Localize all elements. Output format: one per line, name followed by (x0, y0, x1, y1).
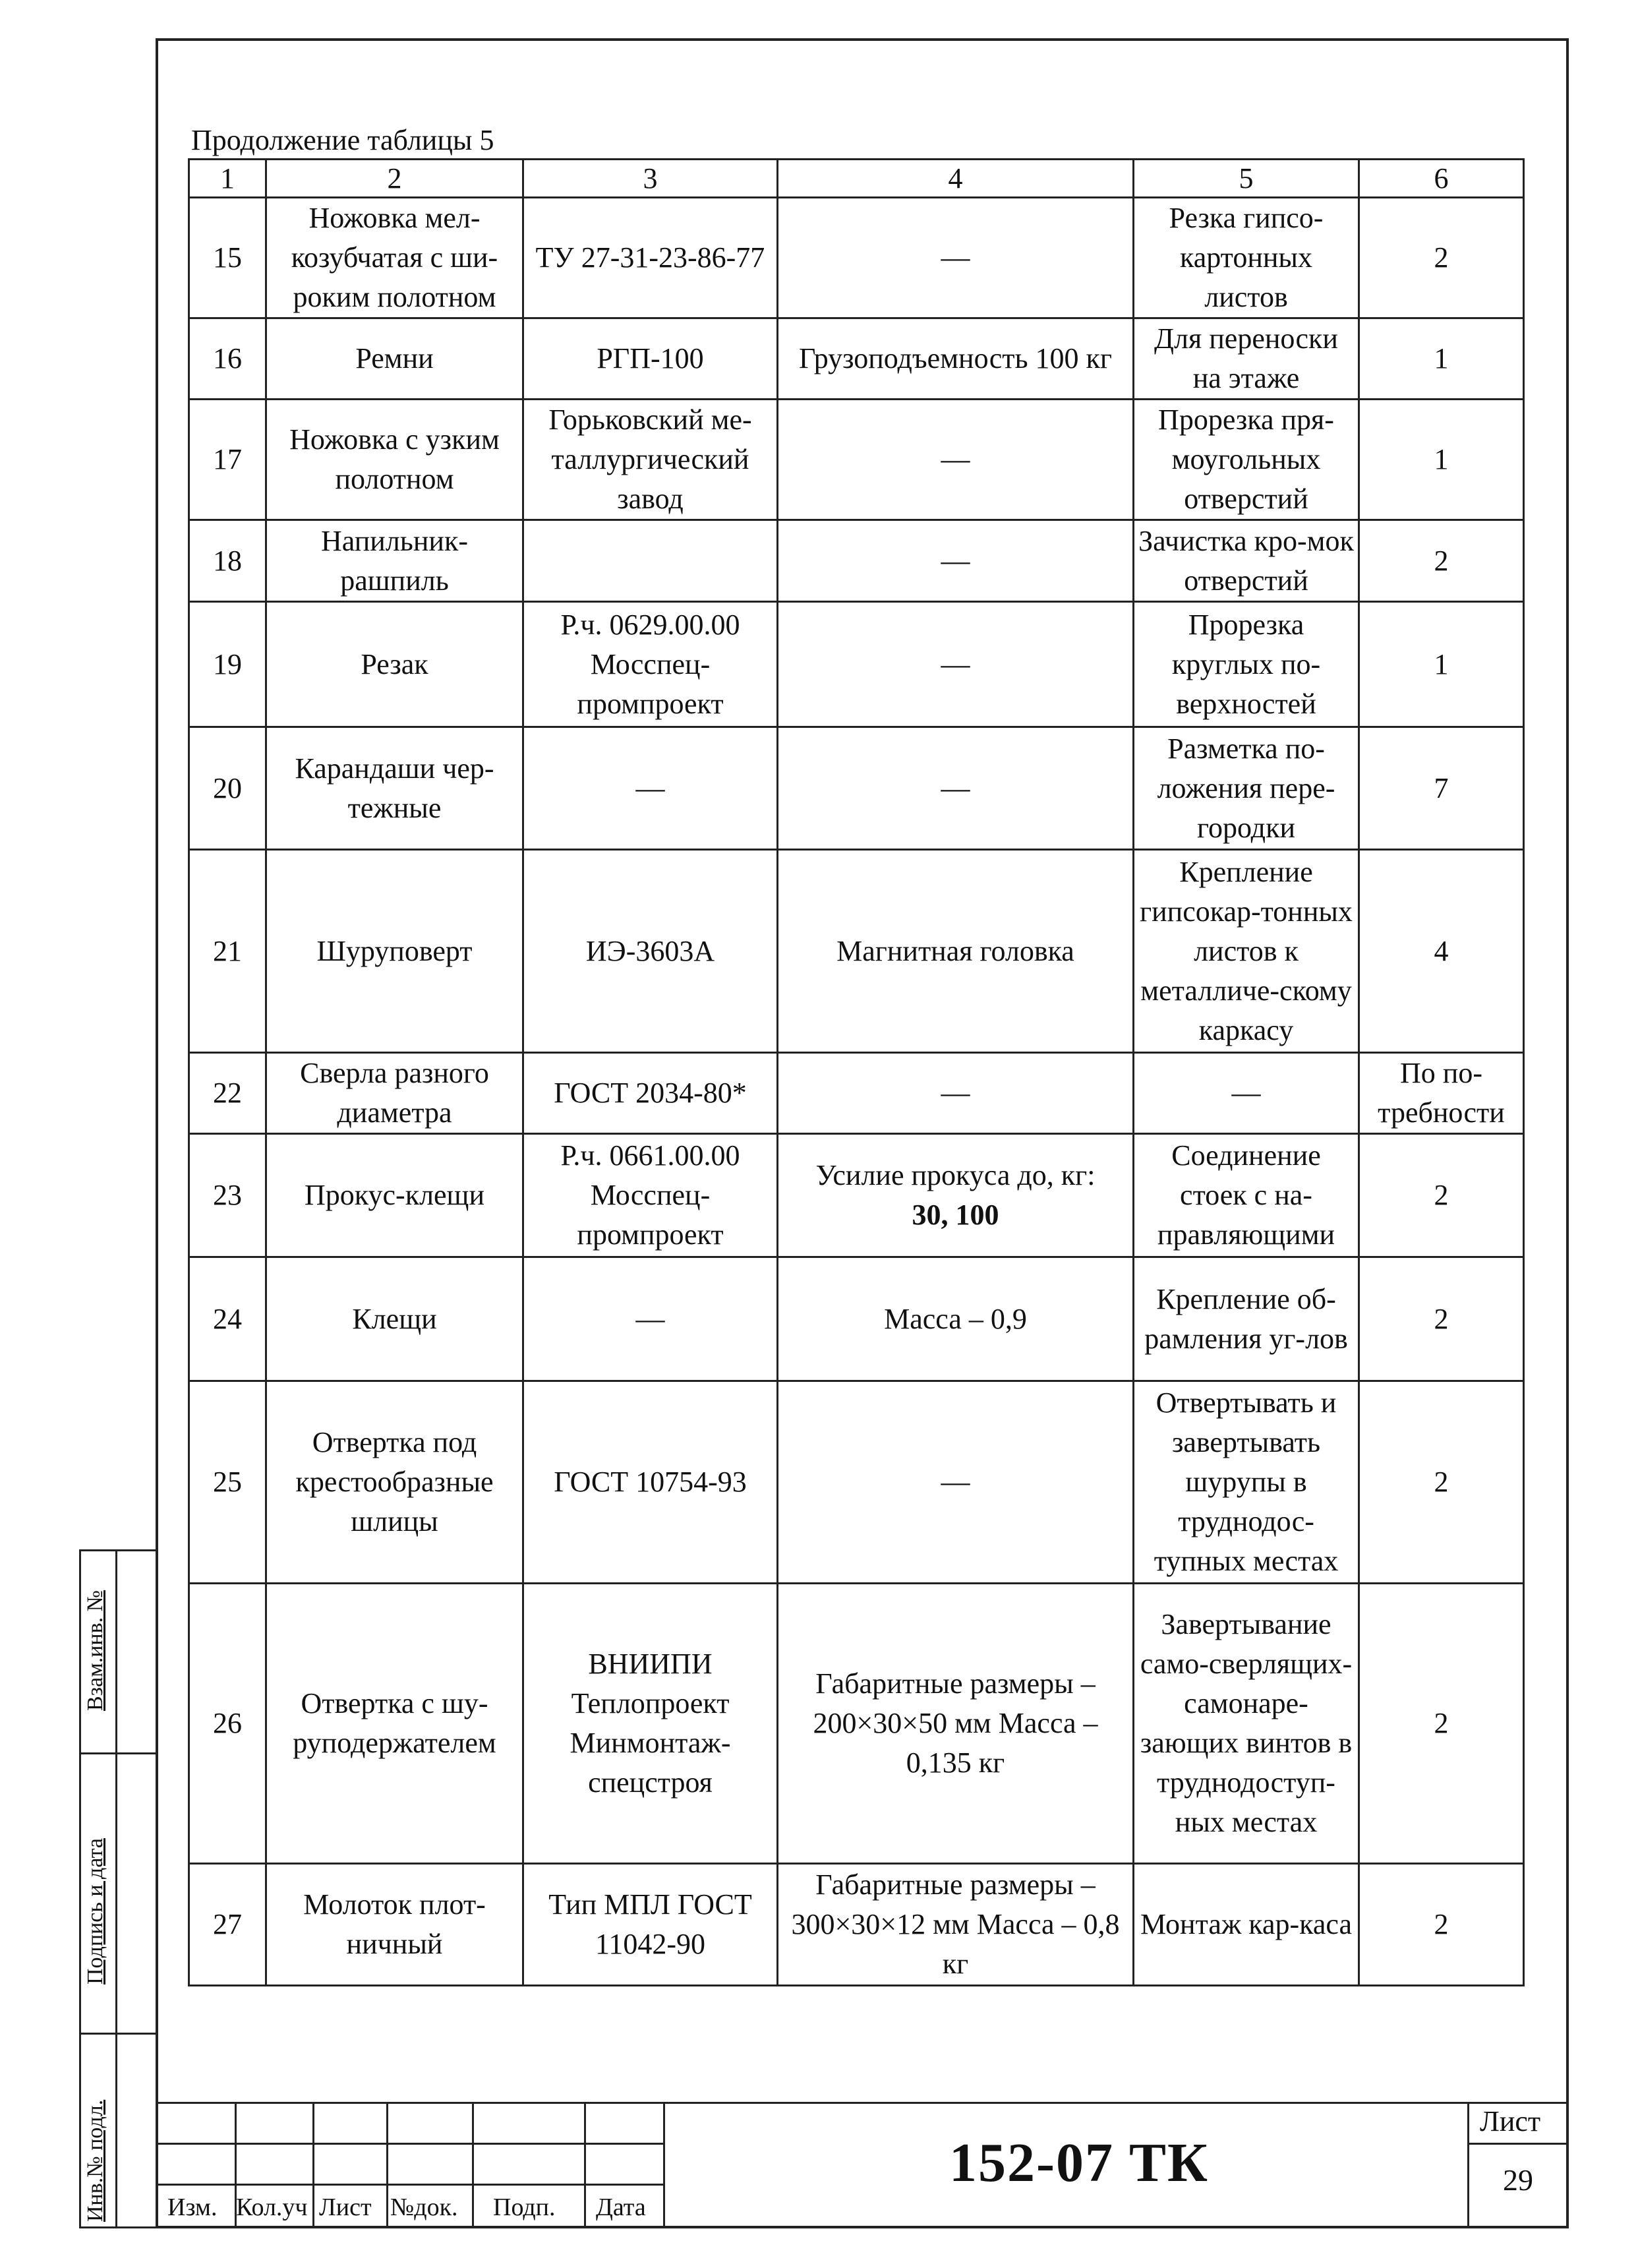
tool-purpose: Отвертывать и завертывать шурупы в труднодос-тупных местах (1134, 1381, 1359, 1584)
row-number: 22 (189, 1053, 266, 1134)
row-number: 19 (189, 602, 266, 727)
tool-spec: — (778, 727, 1134, 850)
table-row (189, 602, 1524, 727)
row-number: 18 (189, 520, 266, 602)
tb-podp: Подп. (493, 2193, 556, 2221)
tool-document: ГОСТ 2034-80* (523, 1053, 778, 1134)
table-row (189, 1053, 1524, 1134)
tb-list: Лист (319, 2193, 372, 2221)
tool-document: РГП-100 (523, 318, 778, 400)
tool-spec: — (778, 602, 1134, 727)
tool-spec: Габаритные размеры – 200×30×50 мм Масса – 0,135 кг (778, 1584, 1134, 1864)
tool-name: Молоток плот-ничный (266, 1864, 523, 1986)
tool-purpose: Крепление гипсокар-тонных листов к металличе-скому каркасу (1134, 850, 1359, 1053)
tool-document: ИЭ-3603А (523, 850, 778, 1053)
table-row (189, 1864, 1524, 1986)
tool-spec: Габаритные размеры – 300×30×12 мм Масса – 0,8 кг (778, 1864, 1134, 1986)
tool-spec: Грузоподъемность 100 кг (778, 318, 1134, 400)
tool-purpose: — (1134, 1053, 1359, 1134)
tools-table (188, 158, 1525, 1986)
tool-spec (778, 1134, 1134, 1257)
tool-spec: — (778, 400, 1134, 520)
tool-spec: Масса – 0,9 (778, 1257, 1134, 1381)
tool-spec: — (778, 1381, 1134, 1584)
side-label-inv-podl: Инв.№ подл. (83, 2099, 107, 2222)
sheet-number: 29 (1503, 2163, 1533, 2197)
tool-document: ТУ 27-31-23-86-77 (523, 198, 778, 318)
tool-quantity: 2 (1359, 1381, 1524, 1584)
document-code: 152-07 ТК (949, 2132, 1209, 2193)
tool-name: Отвертка под крестообразные шлицы (266, 1381, 523, 1584)
tool-quantity: 2 (1359, 198, 1524, 318)
table-row (189, 400, 1524, 520)
tool-quantity: 1 (1359, 318, 1524, 400)
tool-purpose: Соединение стоек с на-правляющими (1134, 1134, 1359, 1257)
col-header: 1 (189, 160, 266, 198)
tool-quantity: По по-требности (1359, 1053, 1524, 1134)
row-number: 21 (189, 850, 266, 1053)
tool-document: Р.ч. 0629.00.00 Мосспец-промпроект (523, 602, 778, 727)
side-label-vzam: Взам.инв. № (83, 1590, 107, 1711)
row-number: 24 (189, 1257, 266, 1381)
tool-spec: — (778, 520, 1134, 602)
tool-document (523, 520, 778, 602)
tool-quantity: 4 (1359, 850, 1524, 1053)
row-number: 23 (189, 1134, 266, 1257)
table-row (189, 1381, 1524, 1584)
tool-document: Р.ч. 0661.00.00 Мосспец-промпроект (523, 1134, 778, 1257)
table-row (189, 850, 1524, 1053)
tool-name: Карандаши чер-тежные (266, 727, 523, 850)
tool-document: ГОСТ 10754-93 (523, 1381, 778, 1584)
tb-izm: Изм. (167, 2193, 218, 2221)
tool-purpose: Завертывание само-сверлящих-самонаре-зающих винтов в труднодоступ-ных местах (1134, 1584, 1359, 1864)
tool-name: Прокус-клещи (266, 1134, 523, 1257)
table-row (189, 1584, 1524, 1864)
tool-document: Тип МПЛ ГОСТ 11042-90 (523, 1864, 778, 1986)
tool-document: Горьковский ме-таллургический завод (523, 400, 778, 520)
tool-document: ВНИИПИ Теплопроект Минмонтаж-спецстроя (523, 1584, 778, 1864)
tool-purpose: Прорезка круглых по-верхностей (1134, 602, 1359, 727)
tool-name: Напильник-рашпиль (266, 520, 523, 602)
tb-data: Дата (596, 2193, 646, 2221)
tool-quantity: 7 (1359, 727, 1524, 850)
side-label-podpis: Подпись и дата (83, 1838, 107, 1984)
spec-values: 30, 100 (912, 1199, 999, 1231)
sheet-label: Лист (1480, 2105, 1541, 2137)
spec-text: Усилие прокуса до, кг: (815, 1159, 1096, 1191)
row-number: 17 (189, 400, 266, 520)
table-row (189, 1257, 1524, 1381)
col-header: 5 (1134, 160, 1359, 198)
tool-quantity: 1 (1359, 400, 1524, 520)
table-row (189, 727, 1524, 850)
row-number: 20 (189, 727, 266, 850)
tool-name: Клещи (266, 1257, 523, 1381)
tb-ndok: №док. (390, 2193, 458, 2221)
tool-quantity: 2 (1359, 1257, 1524, 1381)
tool-purpose: Зачистка кро-мок отверстий (1134, 520, 1359, 602)
row-number: 26 (189, 1584, 266, 1864)
col-header: 6 (1359, 160, 1524, 198)
tool-name: Шуруповерт (266, 850, 523, 1053)
col-header: 4 (778, 160, 1134, 198)
title-block (156, 2102, 1569, 2228)
col-header: 2 (266, 160, 523, 198)
tool-purpose: Для переноски на этаже (1134, 318, 1359, 400)
table-row (189, 318, 1524, 400)
tool-purpose: Разметка по-ложения пере-городки (1134, 727, 1359, 850)
tool-spec: — (778, 1053, 1134, 1134)
tool-purpose: Прорезка пря-моугольных отверстий (1134, 400, 1359, 520)
tool-spec: — (778, 198, 1134, 318)
table-header-row (189, 160, 1524, 198)
tool-quantity: 2 (1359, 1864, 1524, 1986)
tool-name: Ножовка с узким полотном (266, 400, 523, 520)
tool-purpose: Монтаж кар-каса (1134, 1864, 1359, 1986)
tb-kol: Кол.уч (236, 2193, 308, 2221)
tool-quantity: 2 (1359, 1134, 1524, 1257)
tool-purpose: Резка гипсо-картонных листов (1134, 198, 1359, 318)
table-row (189, 198, 1524, 318)
table-caption: Продолжение таблицы 5 (191, 124, 494, 156)
tool-name: Резак (266, 602, 523, 727)
row-number: 15 (189, 198, 266, 318)
col-header: 3 (523, 160, 778, 198)
tool-name: Ножовка мел-козубчатая с ши-роким полотном (266, 198, 523, 318)
tool-quantity: 2 (1359, 520, 1524, 602)
row-number: 16 (189, 318, 266, 400)
table-row (189, 520, 1524, 602)
row-number: 27 (189, 1864, 266, 1986)
tool-document: — (523, 727, 778, 850)
table-row (189, 1134, 1524, 1257)
tool-spec: Магнитная головка (778, 850, 1134, 1053)
tool-purpose: Крепление об-рамления уг-лов (1134, 1257, 1359, 1381)
tool-name: Отвертка с шу-руподержателем (266, 1584, 523, 1864)
tool-name: Ремни (266, 318, 523, 400)
tool-name: Сверла разного диаметра (266, 1053, 523, 1134)
tool-document: — (523, 1257, 778, 1381)
tool-quantity: 1 (1359, 602, 1524, 727)
row-number: 25 (189, 1381, 266, 1584)
tool-quantity: 2 (1359, 1584, 1524, 1864)
